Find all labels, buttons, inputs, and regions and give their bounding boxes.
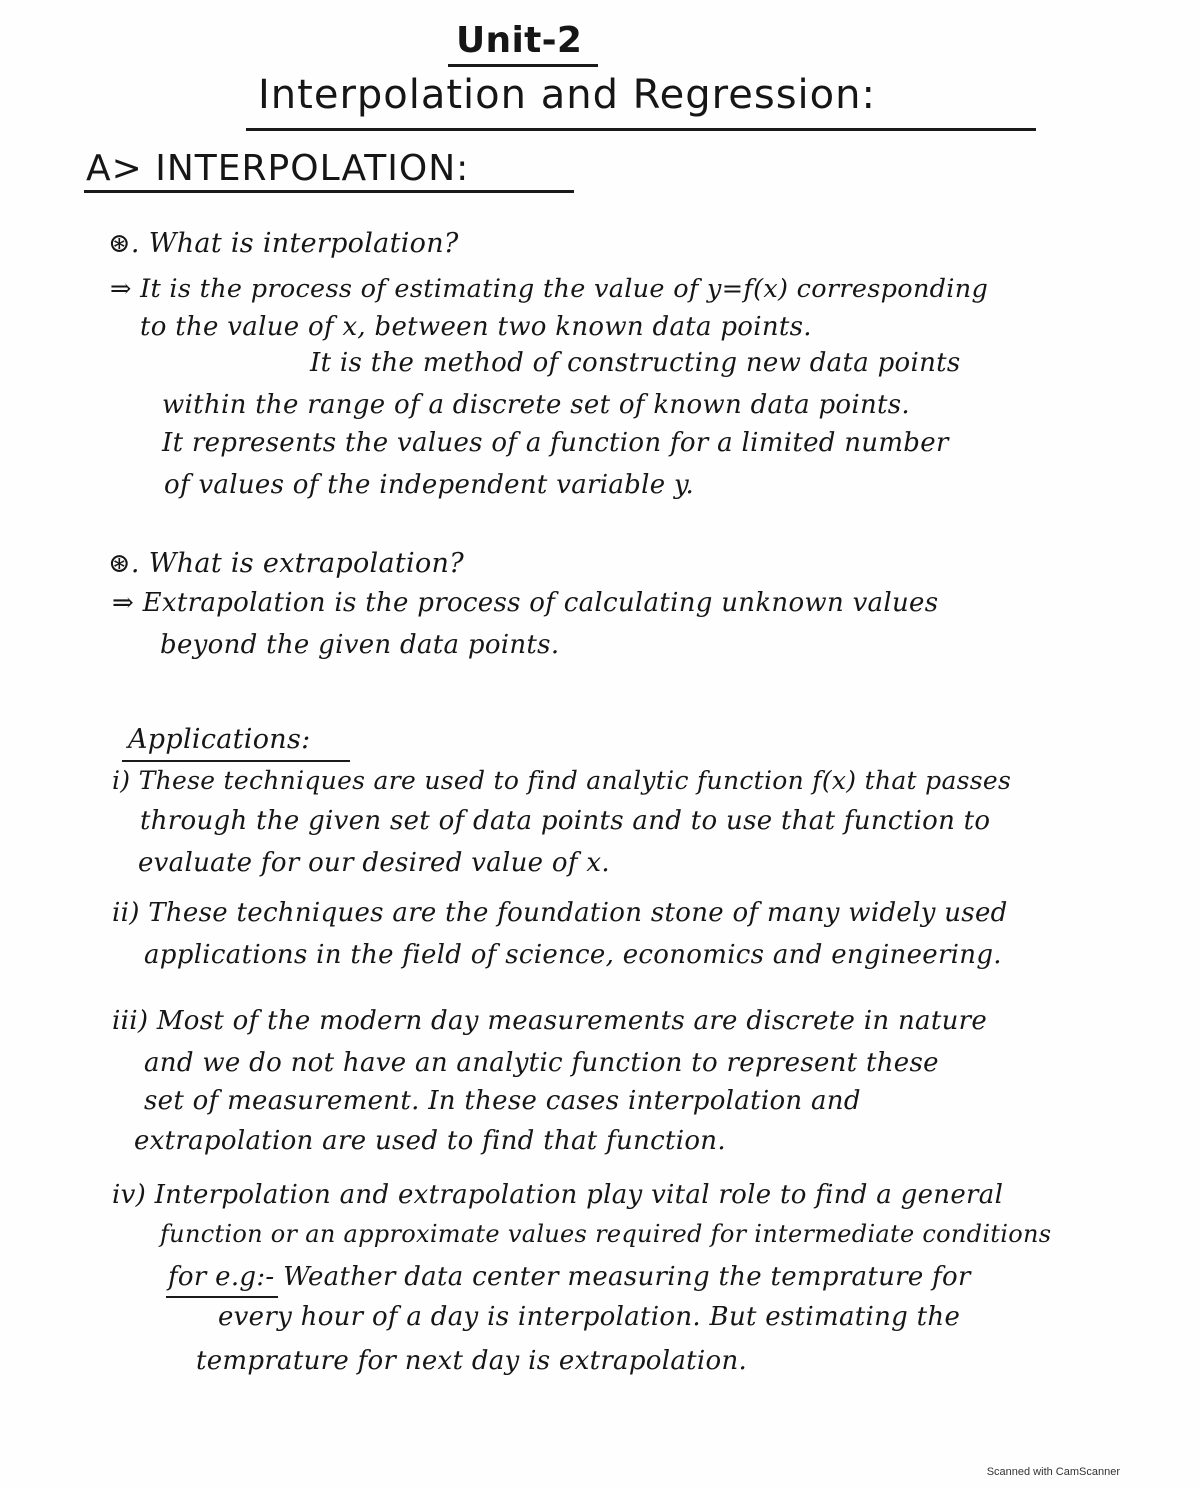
scanner-watermark: Scanned with CamScanner [986, 1466, 1120, 1478]
extrapolation-question: ⊛. What is extrapolation? [108, 548, 464, 579]
interpolation-line: It represents the values of a function for a limited number [162, 428, 949, 458]
section-title: A> INTERPOLATION: [86, 148, 470, 189]
unit-title-underline [448, 64, 598, 67]
application-line: through the given set of data points and to use that function to [140, 806, 991, 836]
application-line: applications in the field of science, economics and engineering. [144, 940, 1002, 970]
application-line: temprature for next day is extrapolation. [196, 1346, 748, 1376]
application-line: for e.g:- Weather data center measuring the temprature for [168, 1262, 971, 1292]
application-line: evaluate for our desired value of x. [138, 848, 610, 878]
section-title-underline [84, 190, 574, 193]
interpolation-question: ⊛. What is interpolation? [108, 228, 459, 259]
applications-heading: Applications: [128, 724, 311, 755]
interpolation-line: of values of the independent variable y. [164, 470, 695, 500]
interpolation-line: within the range of a discrete set of known data points. [162, 390, 910, 420]
interpolation-line: It is the method of constructing new data points [310, 348, 961, 378]
applications-heading-underline [122, 760, 350, 762]
extrapolation-line: ⇒ Extrapolation is the process of calculating unknown values [112, 588, 939, 618]
application-line: iv) Interpolation and extrapolation play vital role to find a general [112, 1180, 1004, 1210]
page-title-underline [246, 128, 1036, 131]
unit-title: Unit-2 [456, 20, 583, 61]
application-line: ii) These techniques are the foundation stone of many widely used [112, 898, 1008, 928]
application-line: iii) Most of the modern day measurements are discrete in nature [112, 1006, 988, 1036]
application-line: extrapolation are used to find that function. [134, 1126, 726, 1156]
application-line: set of measurement. In these cases interpolation and [144, 1086, 861, 1116]
extrapolation-line: beyond the given data points. [160, 630, 560, 660]
interpolation-line: ⇒ It is the process of estimating the value of y=f(x) corresponding [110, 274, 989, 304]
application-line: and we do not have an analytic function to represent these [144, 1048, 939, 1078]
application-line: function or an approximate values required for intermediate conditions [160, 1220, 1052, 1248]
interpolation-line: to the value of x, between two known data points. [140, 312, 812, 342]
example-underline [166, 1296, 278, 1298]
application-line: i) These techniques are used to find analytic function f(x) that passes [112, 766, 1012, 795]
page-title: Interpolation and Regression: [258, 72, 876, 118]
application-line: every hour of a day is interpolation. But estimating the [218, 1302, 961, 1332]
